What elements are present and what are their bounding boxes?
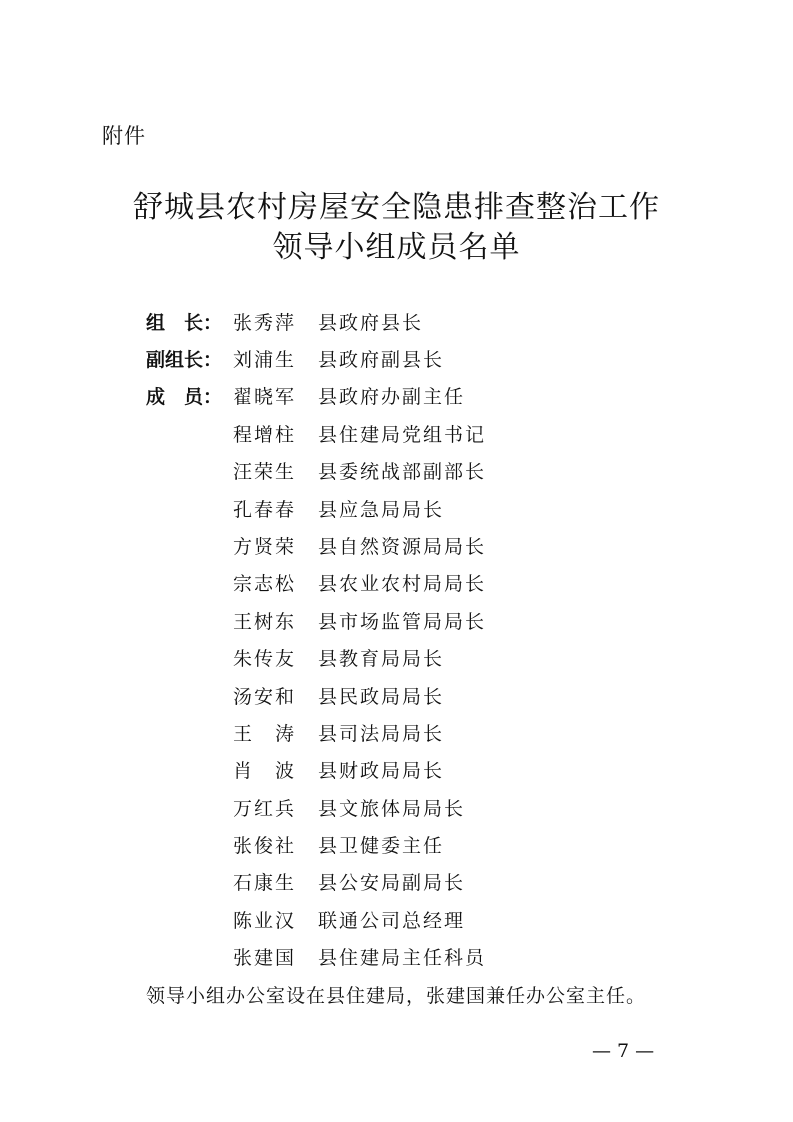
member-post: 县卫健委主任 xyxy=(318,835,445,857)
member-row xyxy=(0,717,793,751)
member-name: 王树东 xyxy=(233,611,297,633)
member-row xyxy=(0,829,793,863)
member-name: 肖 波 xyxy=(233,760,297,782)
member-row xyxy=(0,680,793,714)
member-post: 县民政局局长 xyxy=(318,686,445,708)
member-name: 孔春春 xyxy=(233,499,297,521)
member-row xyxy=(0,306,793,340)
member-name: 翟晓军 xyxy=(233,386,297,408)
member-name: 宗志松 xyxy=(233,573,297,595)
member-post: 县司法局局长 xyxy=(318,723,445,745)
member-row xyxy=(0,567,793,601)
member-row xyxy=(0,792,793,826)
document-title-line-1: 舒城县农村房屋安全隐患排查整治工作 xyxy=(133,190,660,225)
member-post: 县教育局局长 xyxy=(318,648,445,670)
member-name: 张建国 xyxy=(233,947,297,969)
member-post: 县委统战部副部长 xyxy=(318,461,487,483)
member-name: 万红兵 xyxy=(233,798,297,820)
member-name: 程增柱 xyxy=(233,424,297,446)
member-name: 陈业汉 xyxy=(233,910,297,932)
member-post: 县财政局局长 xyxy=(318,760,445,782)
member-role: 组 长： xyxy=(146,312,223,334)
member-row xyxy=(0,343,793,377)
member-row xyxy=(0,642,793,676)
member-post: 联通公司总经理 xyxy=(318,910,466,932)
office-note: 领导小组办公室设在县住建局，张建国兼任办公室主任。 xyxy=(146,985,647,1007)
member-row xyxy=(0,904,793,938)
member-post: 县自然资源局局长 xyxy=(318,536,487,558)
member-row xyxy=(0,530,793,564)
member-name: 刘浦生 xyxy=(233,349,297,371)
member-post: 县政府办副主任 xyxy=(318,386,466,408)
member-row xyxy=(0,380,793,414)
member-post: 县住建局主任科员 xyxy=(318,947,487,969)
member-name: 张秀萍 xyxy=(233,312,297,334)
member-post: 县公安局副局长 xyxy=(318,872,466,894)
member-name: 汪荣生 xyxy=(233,461,297,483)
member-post: 县住建局党组书记 xyxy=(318,424,487,446)
member-post: 县政府县长 xyxy=(318,312,424,334)
member-role: 副组长： xyxy=(146,349,223,371)
member-name: 张俊社 xyxy=(233,835,297,857)
member-row xyxy=(0,418,793,452)
annex-label: 附件 xyxy=(102,124,146,148)
member-name: 石康生 xyxy=(233,872,297,894)
page-number: — 7 — xyxy=(592,1040,655,1062)
member-role: 成 员： xyxy=(146,386,223,408)
member-post: 县应急局局长 xyxy=(318,499,445,521)
member-post: 县政府副县长 xyxy=(318,349,445,371)
member-row xyxy=(0,455,793,489)
member-name: 王 涛 xyxy=(233,723,297,745)
member-post: 县农业农村局局长 xyxy=(318,573,487,595)
member-name: 汤安和 xyxy=(233,686,297,708)
member-row xyxy=(0,605,793,639)
document-title-line-2: 领导小组成员名单 xyxy=(272,230,521,265)
member-name: 方贤荣 xyxy=(233,536,297,558)
member-row xyxy=(0,866,793,900)
member-row xyxy=(0,941,793,975)
member-row xyxy=(0,493,793,527)
member-post: 县市场监管局局长 xyxy=(318,611,487,633)
member-row xyxy=(0,754,793,788)
member-post: 县文旅体局局长 xyxy=(318,798,466,820)
member-name: 朱传友 xyxy=(233,648,297,670)
